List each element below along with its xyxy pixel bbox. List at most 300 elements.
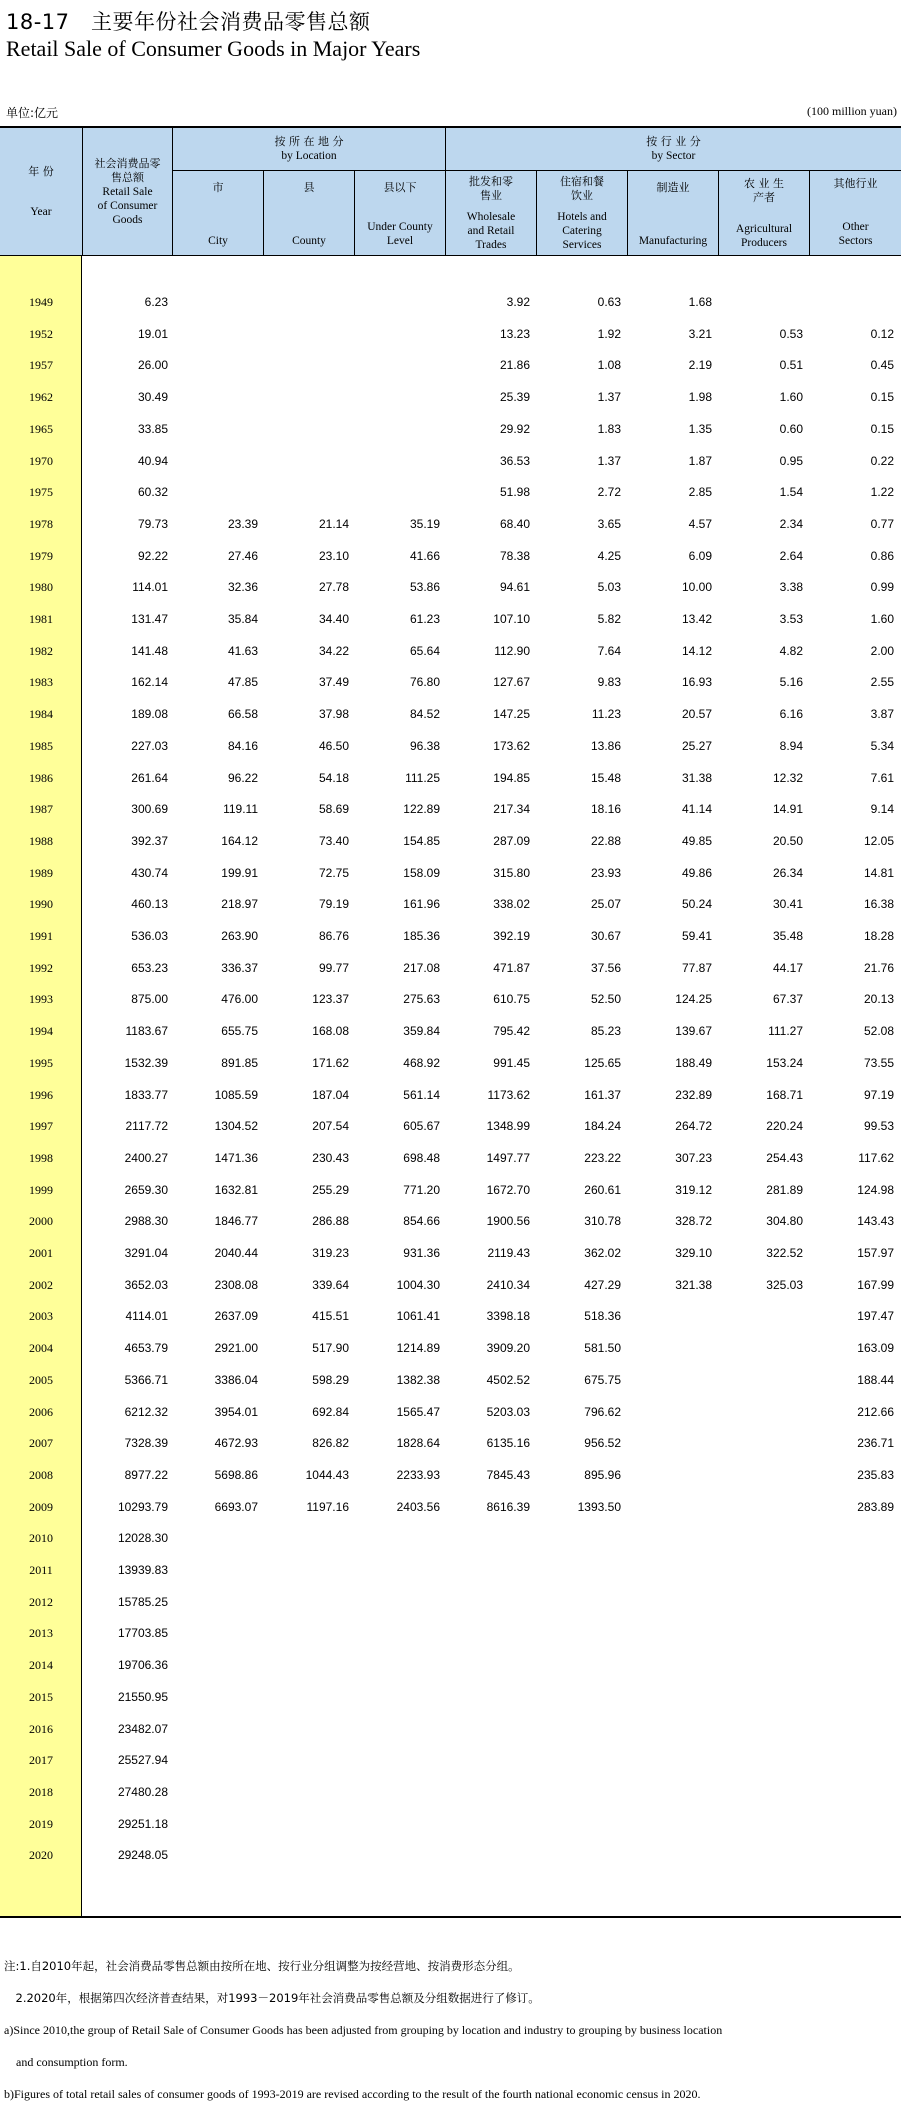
cell-total: 430.74 [131,865,168,880]
cell-total: 4114.01 [125,1309,168,1324]
cell-year: 2019 [29,1816,53,1831]
cell-below-county: 771.20 [403,1182,440,1197]
cell-county [259,476,349,508]
cell-hotels: 85.23 [590,1024,621,1039]
cell-county [259,381,349,413]
cell-manufacturing [622,1332,712,1364]
cell-wholesale [440,1808,530,1840]
header-other-cn: 其他行业 [833,177,878,190]
cell-total: 25527.94 [117,1753,168,1768]
cell-other: 0.45 [870,358,894,373]
cell-other: 0.99 [870,580,894,595]
cell-below-county: 122.89 [403,802,440,817]
cell-year: 2001 [29,1246,53,1260]
cell-year: 1983 [29,675,53,690]
table-row [0,1427,901,1459]
cell-manufacturing [622,1427,712,1459]
cell-total: 40.94 [137,453,168,468]
cell-wholesale: 2410.34 [486,1277,530,1292]
cell-below-county: 359.84 [403,1024,440,1039]
table-row [0,1205,901,1237]
cell-year: 1988 [29,833,53,848]
cell-county: 72.75 [318,865,349,880]
cell-below-county: 76.80 [409,675,440,690]
cell-hotels: 3.65 [597,516,621,531]
cell-city [168,1776,258,1808]
header-other [809,171,901,256]
header-county-cn: 县 [303,181,315,194]
cell-city: 2308.08 [214,1277,258,1292]
cell-hotels: 310.78 [584,1214,621,1229]
cell-below-county: 96.38 [409,738,440,753]
cell-hotels: 5.82 [597,612,621,626]
cell-county: 255.29 [312,1182,349,1197]
cell-county [259,1617,349,1649]
cell-total: 27480.28 [117,1784,168,1799]
cell-year: 1993 [29,992,53,1007]
cell-county: 54.18 [318,770,349,785]
cell-year: 1970 [29,453,53,468]
cell-manufacturing: 16.93 [681,675,712,690]
table-row [0,1808,901,1840]
cell-hotels: 1.37 [597,390,621,405]
cell-county: 692.84 [312,1404,349,1419]
cell-total: 392.37 [131,833,168,848]
header-sector-group-cn: 按 行 业 分 [646,135,701,148]
cell-manufacturing [622,1617,712,1649]
cell-hotels: 125.65 [584,1055,621,1070]
cell-below-county [350,1554,440,1586]
table-row [0,1332,901,1364]
cell-county: 99.77 [318,960,349,975]
cell-total: 460.13 [131,897,168,912]
cell-wholesale: 173.62 [493,738,530,753]
cell-agricultural: 2.64 [779,548,803,563]
cell-hotels: 22.88 [590,833,621,848]
unit-label-cn: 单位:亿元 [6,106,59,120]
cell-county [259,349,349,381]
cell-hotels: 18.16 [590,802,621,817]
cell-agricultural [713,1522,803,1554]
cell-agricultural [713,1649,803,1681]
cell-manufacturing: 264.72 [675,1119,712,1134]
cell-wholesale: 8616.39 [486,1499,530,1514]
cell-city: 27.46 [227,548,258,563]
cell-wholesale: 36.53 [499,453,530,468]
cell-county: 598.29 [312,1372,349,1387]
cell-wholesale: 338.02 [493,897,530,912]
cell-county: 27.78 [318,580,349,595]
cell-county [259,1586,349,1618]
cell-manufacturing: 1.98 [688,390,712,405]
cell-city [168,1586,258,1618]
table-title-cn: 18-17 主要年份社会消费品零售总额 [6,10,371,34]
cell-city [168,413,258,445]
table-row [0,445,901,477]
cell-agricultural: 14.91 [772,802,803,817]
cell-below-county: 931.36 [403,1246,440,1260]
cell-agricultural: 44.17 [772,960,803,975]
header-wholesale-en: Wholesale and Retail Trades [466,211,516,251]
cell-total: 2659.30 [124,1182,168,1197]
cell-wholesale: 6135.16 [486,1436,530,1451]
cell-year: 1989 [29,865,53,880]
cell-other [804,1776,894,1808]
cell-hotels: 956.52 [584,1436,621,1451]
cell-total: 300.69 [131,802,168,817]
table-row [0,1015,901,1047]
cell-city: 35.84 [227,612,258,626]
cell-year: 1965 [29,421,53,436]
cell-city: 66.58 [227,707,258,722]
cell-city: 2921.00 [214,1341,258,1356]
cell-agricultural [713,1617,803,1649]
cell-below-county: 2403.56 [396,1499,440,1514]
cell-agricultural: 6.16 [779,707,803,722]
cell-wholesale: 1900.56 [486,1214,530,1229]
header-hotels-en: Hotels and Catering Services [557,211,607,251]
cell-manufacturing [622,1522,712,1554]
cell-below-county: 854.66 [403,1214,440,1229]
cell-other: 99.53 [863,1119,894,1134]
cell-below-county: 185.36 [403,929,440,943]
cell-agricultural [713,1396,803,1428]
cell-other: 163.09 [857,1341,894,1356]
cell-manufacturing: 307.23 [675,1150,712,1165]
cell-manufacturing [622,1649,712,1681]
header-other-en: Other Sectors [838,221,873,247]
cell-total: 3291.04 [124,1246,168,1260]
cell-county: 286.88 [312,1214,349,1229]
cell-below-county: 217.08 [403,960,440,975]
cell-below-county: 275.63 [403,992,440,1007]
cell-agricultural: 2.34 [779,516,803,531]
cell-wholesale [440,1649,530,1681]
table-row [0,540,901,572]
cell-hotels [531,1713,621,1745]
cell-manufacturing [622,1396,712,1428]
cell-year: 2006 [29,1404,53,1419]
cell-other [804,1586,894,1618]
cell-other [804,1839,894,1871]
cell-below-county: 2233.93 [396,1467,440,1482]
cell-county: 171.62 [312,1055,349,1070]
cell-manufacturing [622,1586,712,1618]
cell-year: 2003 [29,1309,53,1324]
cell-agricultural: 281.89 [766,1182,803,1197]
cell-year: 1999 [29,1182,53,1197]
cell-other: 0.15 [870,390,894,405]
cell-other: 3.87 [870,707,894,722]
cell-hotels [531,1776,621,1808]
cell-agricultural [713,286,803,318]
cell-year: 2014 [29,1658,53,1673]
table-row [0,286,901,318]
cell-county [259,445,349,477]
cell-wholesale: 3909.20 [486,1341,530,1356]
header-hotels [536,171,627,256]
cell-year: 1979 [29,548,53,563]
cell-manufacturing: 188.49 [675,1055,712,1070]
cell-year: 1994 [29,1024,53,1039]
cell-year: 2011 [29,1563,53,1577]
cell-total: 13939.83 [117,1563,168,1577]
cell-county: 37.49 [318,675,349,690]
table-bottom-rule [0,1916,901,1918]
cell-below-county: 605.67 [403,1119,440,1134]
cell-wholesale: 127.67 [493,675,530,690]
table-row [0,1079,901,1111]
cell-year: 1991 [29,929,53,943]
cell-hotels [531,1554,621,1586]
header-total-cn: 社会消费品零售总额 [94,157,161,184]
cell-total: 10293.79 [117,1499,168,1514]
cell-hotels [531,1586,621,1618]
cell-year: 1990 [29,897,53,912]
cell-year: 1980 [29,580,53,595]
table-row [0,1744,901,1776]
cell-total: 15785.25 [117,1594,168,1609]
cell-year: 2007 [29,1436,53,1451]
cell-wholesale: 1497.77 [486,1150,530,1165]
cell-wholesale: 392.19 [493,929,530,943]
cell-city [168,318,258,350]
cell-other: 2.00 [870,643,894,658]
cell-manufacturing: 4.57 [688,516,712,531]
cell-total: 189.08 [131,707,168,722]
cell-wholesale [440,1839,530,1871]
cell-total: 19.01 [137,326,168,341]
cell-year: 2013 [29,1626,53,1641]
cell-other: 97.19 [863,1087,894,1102]
cell-total: 227.03 [131,738,168,753]
cell-city: 263.90 [221,929,258,943]
cell-city: 47.85 [227,675,258,690]
cell-wholesale: 217.34 [493,802,530,817]
cell-below-county: 561.14 [403,1087,440,1102]
cell-year: 1986 [29,770,53,785]
cell-county [259,1776,349,1808]
cell-below-county [350,1681,440,1713]
header-total-en: Retail Sale of Consumer Goods [97,186,158,226]
cell-below-county: 61.23 [409,612,440,626]
table-row [0,1586,901,1618]
cell-city [168,1808,258,1840]
cell-hotels [531,1808,621,1840]
cell-agricultural [713,1744,803,1776]
cell-city: 5698.86 [214,1467,258,1482]
cell-county: 79.19 [318,897,349,912]
cell-manufacturing: 20.57 [681,707,712,722]
cell-total: 92.22 [137,548,168,563]
cell-manufacturing [622,1554,712,1586]
cell-hotels: 0.63 [597,295,621,309]
cell-other: 1.22 [870,485,894,500]
cell-other: 0.12 [870,326,894,341]
cell-hotels: 11.23 [591,707,621,722]
cell-hotels [531,1649,621,1681]
cell-other: 0.77 [870,516,894,531]
table-row [0,1174,901,1206]
cell-manufacturing [622,1681,712,1713]
cell-hotels: 895.96 [584,1467,621,1482]
header-below-county-cn: 县以下 [383,181,417,194]
table-row [0,1300,901,1332]
cell-total: 1833.77 [124,1087,168,1102]
cell-city [168,1839,258,1871]
cell-hotels: 675.75 [584,1372,621,1387]
cell-other: 0.15 [870,421,894,436]
cell-county: 230.43 [312,1150,349,1165]
cell-agricultural: 0.95 [779,453,803,468]
cell-hotels [531,1681,621,1713]
cell-city [168,1681,258,1713]
cell-year: 2009 [29,1499,53,1514]
header-year [0,128,82,256]
cell-city: 3954.01 [214,1404,258,1419]
cell-manufacturing: 59.41 [681,929,712,943]
cell-total: 2117.72 [125,1119,168,1134]
cell-manufacturing: 49.86 [681,865,712,880]
cell-wholesale: 1348.99 [486,1119,530,1134]
cell-manufacturing: 329.10 [675,1246,712,1260]
cell-other: 0.86 [870,548,894,563]
cell-city: 336.37 [221,960,258,975]
cell-other: 5.34 [870,738,894,753]
table-row [0,413,901,445]
header-city-cn: 市 [212,181,224,194]
cell-agricultural: 304.80 [766,1214,803,1229]
cell-county [259,1808,349,1840]
header-total [82,128,172,256]
cell-wholesale: 5203.03 [486,1404,530,1419]
cell-manufacturing [622,1300,712,1332]
cell-manufacturing: 14.12 [681,643,712,658]
cell-other: 12.05 [863,833,894,848]
cell-city [168,445,258,477]
cell-other [804,1713,894,1745]
cell-year: 1984 [29,707,53,722]
cell-other [804,1808,894,1840]
cell-county: 46.50 [318,738,349,753]
cell-below-county: 154.85 [403,833,440,848]
cell-agricultural [713,1332,803,1364]
cell-manufacturing: 1.68 [688,295,712,309]
cell-county [259,286,349,318]
cell-agricultural: 3.38 [779,580,803,595]
cell-wholesale [440,1744,530,1776]
cell-wholesale: 991.45 [493,1055,530,1070]
cell-year: 2020 [29,1848,53,1863]
cell-total: 5366.71 [124,1372,168,1387]
cell-agricultural: 5.16 [779,675,803,690]
cell-county: 207.54 [312,1119,349,1134]
cell-wholesale [440,1554,530,1586]
cell-city: 218.97 [221,897,258,912]
cell-other: 7.61 [870,770,894,785]
cell-manufacturing [622,1744,712,1776]
cell-county [259,1839,349,1871]
cell-manufacturing [622,1776,712,1808]
table-row [0,1681,901,1713]
cell-below-county [350,1617,440,1649]
cell-hotels: 37.56 [590,960,621,975]
cell-county: 1044.43 [305,1467,349,1482]
table-row [0,730,901,762]
cell-agricultural [713,1681,803,1713]
cell-agricultural: 67.37 [772,992,803,1007]
cell-other [804,286,894,318]
cell-county: 21.14 [318,516,349,531]
header-year-en: Year [30,206,52,218]
cell-agricultural [713,1713,803,1745]
cell-city: 32.36 [227,580,258,595]
cell-other: 167.99 [857,1277,894,1292]
cell-wholesale: 7845.43 [486,1467,530,1482]
cell-agricultural: 325.03 [766,1277,803,1292]
cell-year: 2010 [29,1531,53,1546]
cell-other [804,1649,894,1681]
header-city-en: City [208,235,228,247]
cell-manufacturing [622,1491,712,1523]
cell-below-county: 84.52 [409,707,440,722]
header-agricultural-en: Agricultural Producers [735,223,793,249]
header-county [263,171,354,256]
cell-agricultural: 220.24 [766,1119,803,1134]
cell-hotels: 260.61 [584,1182,621,1197]
cell-agricultural [713,1808,803,1840]
cell-manufacturing [622,1459,712,1491]
cell-city: 1846.77 [214,1214,258,1229]
cell-other: 73.55 [863,1055,894,1070]
cell-hotels: 1.92 [597,326,621,341]
cell-manufacturing: 1.35 [688,421,712,436]
cell-below-county [350,1808,440,1840]
header-location-group-en: by Location [281,150,337,162]
header-hotels-cn: 住宿和餐饮业 [560,175,604,202]
header-wholesale [445,171,536,256]
cell-agricultural [713,1300,803,1332]
header-agricultural [718,171,809,256]
header-city [172,171,263,256]
cell-agricultural [713,1776,803,1808]
cell-city: 84.16 [227,738,258,753]
cell-hotels: 25.07 [590,897,621,912]
cell-year: 1952 [29,326,53,341]
cell-below-county: 468.92 [403,1055,440,1070]
cell-below-county [350,1586,440,1618]
cell-other: 157.97 [857,1246,894,1260]
cell-county: 319.23 [312,1246,349,1260]
cell-hotels: 796.62 [584,1404,621,1419]
table-row [0,825,901,857]
cell-below-county: 161.96 [403,897,440,912]
cell-county: 339.64 [312,1277,349,1292]
cell-county: 187.04 [312,1087,349,1102]
cell-hotels: 362.02 [584,1246,621,1260]
cell-manufacturing: 232.89 [675,1087,712,1102]
cell-total: 12028.30 [117,1531,168,1546]
cell-year: 2005 [29,1372,53,1387]
cell-other: 2.55 [870,675,894,690]
table-row [0,888,901,920]
cell-county: 37.98 [318,707,349,722]
cell-hotels: 23.93 [590,865,621,880]
cell-county [259,318,349,350]
cell-year: 1995 [29,1055,53,1070]
header-below-county-en: Under County Level [367,221,433,247]
cell-wholesale [440,1776,530,1808]
